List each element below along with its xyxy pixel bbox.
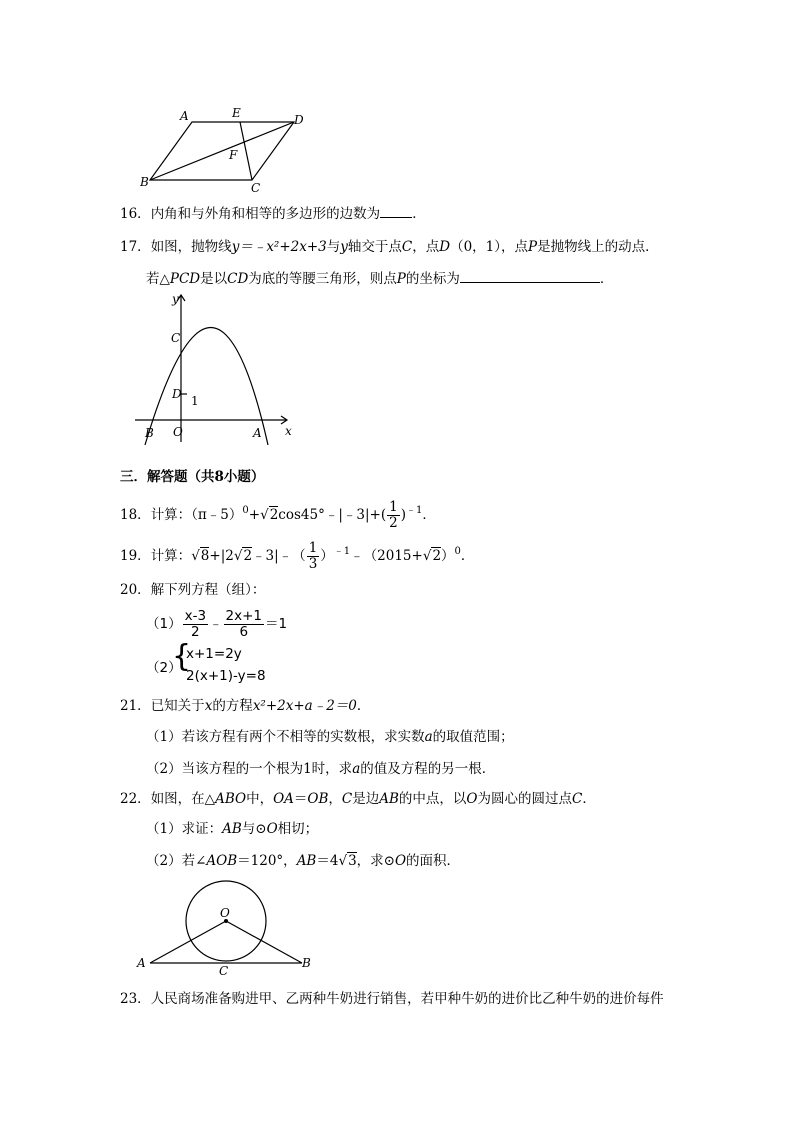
q19-fraction [307, 541, 320, 572]
label-one: 1 [191, 394, 199, 408]
q17-var: P [396, 271, 406, 287]
q18-text: + [248, 507, 261, 523]
label-A: A [137, 956, 146, 970]
section-title: 三．解答题（共8小题） [120, 469, 265, 485]
q19-exponent: ﹣1 [333, 546, 351, 557]
question-16 [120, 205, 426, 223]
question-20 [120, 581, 265, 599]
q19-numerator: 1 [308, 540, 318, 556]
question-20-part1 [146, 608, 287, 640]
label-D: D [294, 113, 304, 127]
label-B: B [145, 426, 154, 440]
q22-text: 的中点，以 [398, 791, 467, 807]
q20-part-label: （2） [146, 660, 182, 676]
q17-number: 17． [120, 239, 151, 255]
q22-text: 如图，在△ [150, 791, 216, 807]
question-19: 19．计算：√8+|2√2﹣3|﹣（ $\frac{1}{3}$ ）$^{﹣1}﹣(2015+√2)^0$． [120, 540, 475, 572]
q18-exponent: ﹣1 [405, 505, 423, 516]
label-A: A [180, 109, 189, 123]
question-22-part2: （2）若∠AOB＝120°，AB＝4√3，求⊙O的面积． [146, 853, 461, 869]
question-18: 18．计算：（π﹣5）$^0$+√2cos45°﹣|﹣3|+( $\frac{1}{2}$ )$^{﹣1}$． [120, 499, 436, 531]
question-21 [120, 697, 370, 715]
label-D: D [172, 387, 182, 401]
q18-text: ﹣|﹣3|+( [324, 507, 387, 523]
q22-text: 与⊙ [241, 821, 267, 837]
parallelogram-figure [130, 104, 320, 194]
q22-var: C [572, 791, 583, 807]
q19-radicand: 8 [200, 548, 210, 564]
q17-text: 如图，抛物线 [150, 239, 232, 255]
q22-number: 22． [120, 791, 151, 807]
q22-text: ，求⊙ [356, 853, 395, 869]
q22-text: ＝120°， [237, 853, 297, 869]
q20-denominator: 6 [239, 623, 249, 640]
q17-var: P [528, 239, 538, 255]
q22-var: ABO [215, 791, 247, 807]
q19-text: ﹣（2015+ [350, 548, 423, 564]
q20-numerator: 2x+1 [225, 607, 263, 624]
q18-text: 计算：（π﹣5） [150, 507, 243, 523]
q17-text: 轴交于点 [347, 239, 402, 255]
answer-blank [460, 270, 600, 283]
q22-text: 相切； [277, 821, 319, 837]
circle-tangent-figure [132, 878, 322, 976]
question-17-line2 [146, 270, 613, 288]
q17-var: PCD [169, 271, 201, 287]
q17-text: 是抛物线上的动点． [537, 239, 659, 255]
q21-text: 的取值范围； [432, 729, 514, 745]
q21-var: a [352, 761, 361, 777]
q20-text: ＝1 [265, 616, 288, 632]
q20-fraction-2 [224, 609, 264, 640]
q22-text: 为圆心的圆过点 [477, 791, 572, 807]
q20-text: 解下列方程（组）： [150, 582, 266, 598]
q18-text: cos45° [278, 507, 325, 523]
q17-var: C [401, 239, 413, 255]
q16-end: ． [412, 206, 426, 222]
q18-fraction [387, 500, 400, 531]
q22-text: ＝4 [316, 853, 339, 869]
q22-var: OA [273, 791, 294, 807]
q17-var: CD [227, 271, 249, 287]
q18-radicand: 2 [269, 507, 279, 523]
answer-blank [380, 205, 412, 218]
q16-number: 16． [120, 206, 151, 222]
q22-text: ， [328, 791, 342, 807]
q17-var: y [340, 239, 348, 255]
q20-numerator: x-3 [184, 607, 207, 624]
q17-text: ，点 [412, 239, 440, 255]
label-C: C [171, 331, 181, 345]
label-F: F [229, 148, 238, 162]
q19-radicand: 2 [432, 548, 442, 564]
q16-text: 内角和与外角和相等的多边形的边数为 [150, 206, 381, 222]
q20-part-label: （1） [146, 616, 182, 632]
label-y-axis: y [172, 292, 179, 306]
q22-var: C [341, 791, 353, 807]
q17-var: D [439, 239, 451, 255]
parabola-figure [135, 290, 305, 445]
q22-var: AB [222, 821, 242, 837]
q21-text: （2）当该方程的一个根为1时，求 [146, 761, 353, 777]
q21-text: 已知关于 [150, 698, 205, 714]
q18-number: 18． [120, 507, 151, 523]
label-C: C [219, 964, 229, 976]
q23-text: 人民商场准备购进甲、乙两种牛奶进行销售，若甲种牛奶的进价比乙种牛奶的进价每件 [150, 991, 664, 1007]
q17-coord: （0，1） [450, 239, 502, 255]
label-B: B [140, 175, 149, 189]
q17-text: 的坐标为 [405, 271, 460, 287]
q21-equation: x²+2x+a﹣2＝0 [252, 698, 357, 714]
q18-text: ) [400, 507, 406, 523]
q17-text: 为底的等腰三角形，则点 [248, 271, 397, 287]
q22-var: OB [307, 791, 329, 807]
q22-text: （1）求证： [146, 821, 223, 837]
q21-text: 的值及方程的另一根． [360, 761, 496, 777]
q21-var: a [424, 729, 433, 745]
question-23 [120, 990, 664, 1008]
q21-number: 21． [120, 698, 151, 714]
q22-var: AB [379, 791, 399, 807]
q20-text: ﹣ [209, 616, 223, 632]
q19-text: ） [441, 548, 455, 564]
q18-exponent: 0 [242, 505, 249, 516]
q22-text: ＝ [293, 791, 308, 807]
q20-number: 20． [120, 582, 151, 598]
q22-var: O [266, 821, 278, 837]
label-O: O [173, 425, 183, 439]
label-O: O [220, 906, 230, 920]
system-brace: { [172, 639, 192, 674]
q22-end: ． [582, 791, 596, 807]
q19-text: +|2 [209, 548, 234, 564]
q19-text: ﹣3|﹣（ [252, 548, 306, 564]
q22-var: AOB [206, 853, 238, 869]
q17-text: 若△ [146, 271, 170, 287]
question-21-part2 [146, 760, 495, 778]
q17-text: 是以 [200, 271, 228, 287]
q22-var: O [394, 853, 407, 869]
q20-denominator: 2 [191, 623, 200, 640]
q19-denominator: 3 [308, 556, 318, 572]
label-C: C [251, 181, 261, 194]
q22-text: 中， [246, 791, 274, 807]
q18-numerator: 1 [389, 499, 398, 515]
q19-radicand: 2 [243, 548, 253, 564]
q19-text: ） [320, 548, 334, 564]
label-B: B [302, 956, 311, 970]
q17-end: ． [599, 271, 614, 287]
q21-text: （1）若该方程有两个不相等的实数根，求实数 [146, 729, 425, 745]
label-A: A [253, 426, 262, 440]
q18-denominator: 2 [389, 515, 398, 531]
label-E: E [232, 106, 241, 120]
q21-text: 的方程 [212, 698, 253, 714]
question-17 [120, 238, 659, 256]
q17-equation: y＝﹣x²+2x+3 [231, 239, 327, 255]
q17-text: 与 [326, 239, 341, 255]
q19-number: 19． [120, 548, 151, 564]
question-22 [120, 790, 596, 808]
q22-var: O [466, 791, 478, 807]
q20-fraction-1 [183, 609, 208, 640]
question-22-part1 [146, 820, 318, 838]
q20-system-eq2: 2(x+1)-y=8 [186, 668, 266, 684]
q21-var: x [204, 698, 213, 714]
q22-text: 的面积． [406, 853, 461, 869]
q19-end: ． [460, 548, 475, 564]
q19-exponent: 0 [454, 546, 461, 557]
q21-end: ． [356, 698, 371, 714]
q22-text: 是边 [352, 791, 380, 807]
q22-text: （2）若∠ [146, 853, 207, 869]
q22-radicand: 3 [348, 853, 357, 869]
q22-var: AB [296, 853, 317, 869]
q18-end: ． [422, 507, 436, 523]
label-x-axis: x [285, 424, 292, 438]
q17-text: ，点 [501, 239, 529, 255]
question-21-part1 [146, 728, 514, 746]
q20-system-eq1: x+1=2y [186, 646, 242, 662]
q23-number: 23． [120, 991, 151, 1007]
q19-text: 计算： [150, 548, 192, 564]
